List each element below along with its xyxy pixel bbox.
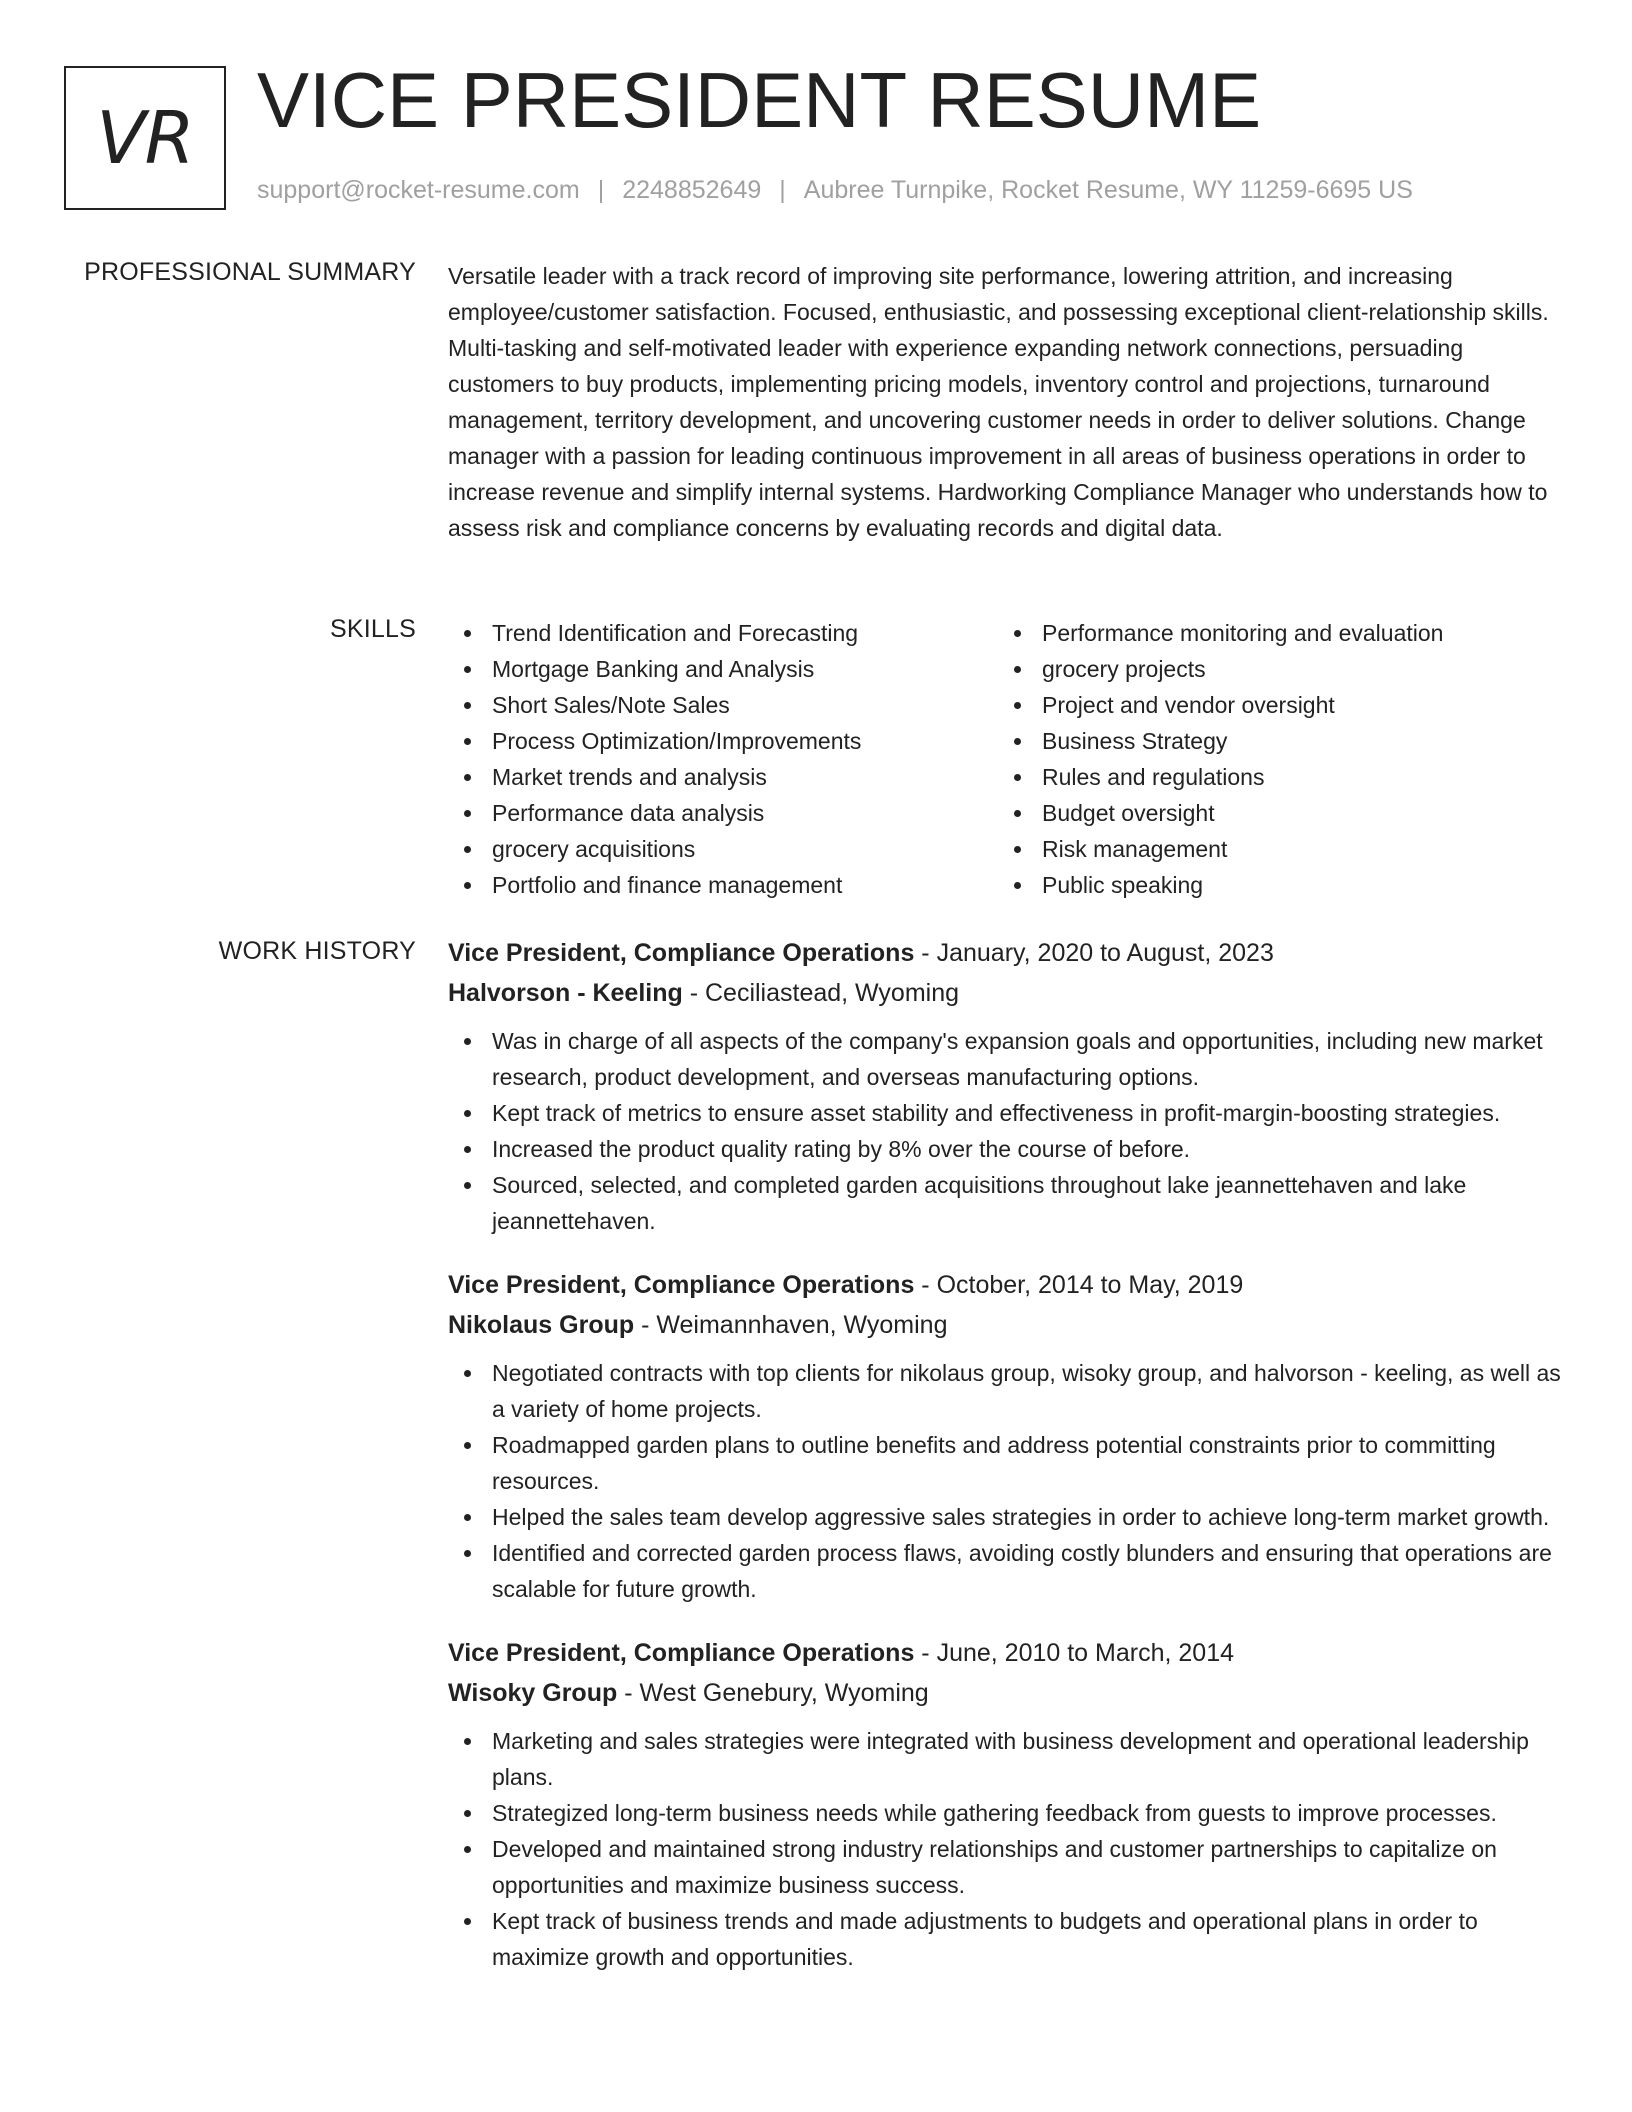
skill-item: Market trends and analysis [448,759,998,795]
job-duties [448,1355,1568,1607]
summary-heading: PROFESSIONAL SUMMARY [84,258,416,286]
summary-text: Versatile leader with a track record of improving site performance, lowering attrition, and increasing employee/customer satisfaction. Focused, enthusiastic, and possessing exceptional client-relationship skills. Multi-tasking and self-motivated leader with experience expanding network connections, persuading customers to buy products, implementing pricing models, inventory control and projections, turnaround management, territory development, and uncovering customer needs in order to deliver solutions. Change manager with a passion for leading continuous improvement in all areas of business operations in order to increase revenue and simplify internal systems. Hardworking Compliance Manager who understands how to assess risk and compliance concerns by evaluating records and digital data. [448,263,1549,541]
duty-item: Developed and maintained strong industry relationships and customer partnerships to capitalize on opportunities and maximize business success. [448,1831,1568,1903]
page-title: VICE PRESIDENT RESUME [257,56,1262,144]
job-title-line [448,1633,1568,1673]
job-company: Wisoky Group [448,1679,618,1707]
skill-item: Business Strategy [998,723,1548,759]
skill-item: Risk management [998,831,1548,867]
contact-phone: 2248852649 [622,176,762,204]
work-history-body [448,933,1568,2001]
duty-item: Marketing and sales strategies were integrated with business development and operational leadership plans. [448,1723,1568,1795]
monogram-logo [64,66,226,210]
job-title-line [448,933,1568,973]
skill-item: Mortgage Banking and Analysis [448,651,998,687]
job-company-line [448,1673,1568,1713]
duty-item: Sourced, selected, and completed garden acquisitions throughout lake jeannettehaven and lake jeannettehaven. [448,1167,1568,1239]
job-entry [448,1633,1568,1975]
job-dates: - June, 2010 to March, 2014 [914,1639,1235,1667]
contact-line [257,176,1413,205]
skill-item: Performance monitoring and evaluation [998,615,1548,651]
job-title: Vice President, Compliance Operations [448,1639,915,1667]
skill-item: Public speaking [998,867,1548,903]
job-duties [448,1023,1568,1239]
skill-item: Performance data analysis [448,795,998,831]
contact-email: support@rocket-resume.com [257,176,580,204]
contact-separator: | [779,176,786,204]
job-location: - West Genebury, Wyoming [617,1679,929,1707]
skill-item: grocery projects [998,651,1548,687]
skills-heading: SKILLS [330,615,416,643]
job-dates: - January, 2020 to August, 2023 [914,939,1274,967]
job-title-line [448,1265,1568,1305]
skill-item: Process Optimization/Improvements [448,723,998,759]
skill-item: grocery acquisitions [448,831,998,867]
skills-grid [448,615,1568,903]
job-dates: - October, 2014 to May, 2019 [914,1271,1244,1299]
job-location: - Ceciliastead, Wyoming [682,979,960,1007]
contact-separator: | [597,176,605,204]
duty-item: Roadmapped garden plans to outline benefits and address potential constraints prior to committing resources. [448,1427,1568,1499]
job-company-line [448,973,1568,1013]
job-title: Vice President, Compliance Operations [448,1271,915,1299]
job-title: Vice President, Compliance Operations [448,939,915,967]
skill-item: Portfolio and finance management [448,867,998,903]
job-location: - Weimannhaven, Wyoming [634,1311,948,1339]
job-company: Halvorson - Keeling [448,979,683,1007]
skill-item: Budget oversight [998,795,1548,831]
skill-item: Rules and regulations [998,759,1548,795]
duty-item: Increased the product quality rating by 8% over the course of before. [448,1131,1568,1167]
duty-item: Negotiated contracts with top clients for nikolaus group, wisoky group, and halvorson - keeling, as well as a variety of home projects. [448,1355,1568,1427]
job-entry [448,933,1568,1239]
duty-item: Identified and corrected garden process flaws, avoiding costly blunders and ensuring that operations are scalable for future growth. [448,1535,1568,1607]
job-company: Nikolaus Group [448,1311,635,1339]
duty-item: Was in charge of all aspects of the company's expansion goals and opportunities, including new market research, product development, and overseas manufacturing options. [448,1023,1568,1095]
skill-item: Trend Identification and Forecasting [448,615,998,651]
contact-address: Aubree Turnpike, Rocket Resume, WY 11259-6695 US [803,176,1413,204]
job-company-line [448,1305,1568,1345]
monogram-initials: VR [96,96,194,180]
skills-body [448,615,1568,903]
duty-item: Kept track of business trends and made adjustments to budgets and operational plans in order to maximize growth and opportunities. [448,1903,1568,1975]
skills-column-left [448,615,998,903]
skill-item: Short Sales/Note Sales [448,687,998,723]
job-duties [448,1723,1568,1975]
skill-item: Project and vendor oversight [998,687,1548,723]
work-history-heading: WORK HISTORY [218,937,416,965]
skills-column-right [998,615,1548,903]
duty-item: Strategized long-term business needs while gathering feedback from guests to improve processes. [448,1795,1568,1831]
duty-item: Helped the sales team develop aggressive sales strategies in order to achieve long-term market growth. [448,1499,1568,1535]
duty-item: Kept track of metrics to ensure asset stability and effectiveness in profit-margin-boosting strategies. [448,1095,1568,1131]
job-entry [448,1265,1568,1607]
